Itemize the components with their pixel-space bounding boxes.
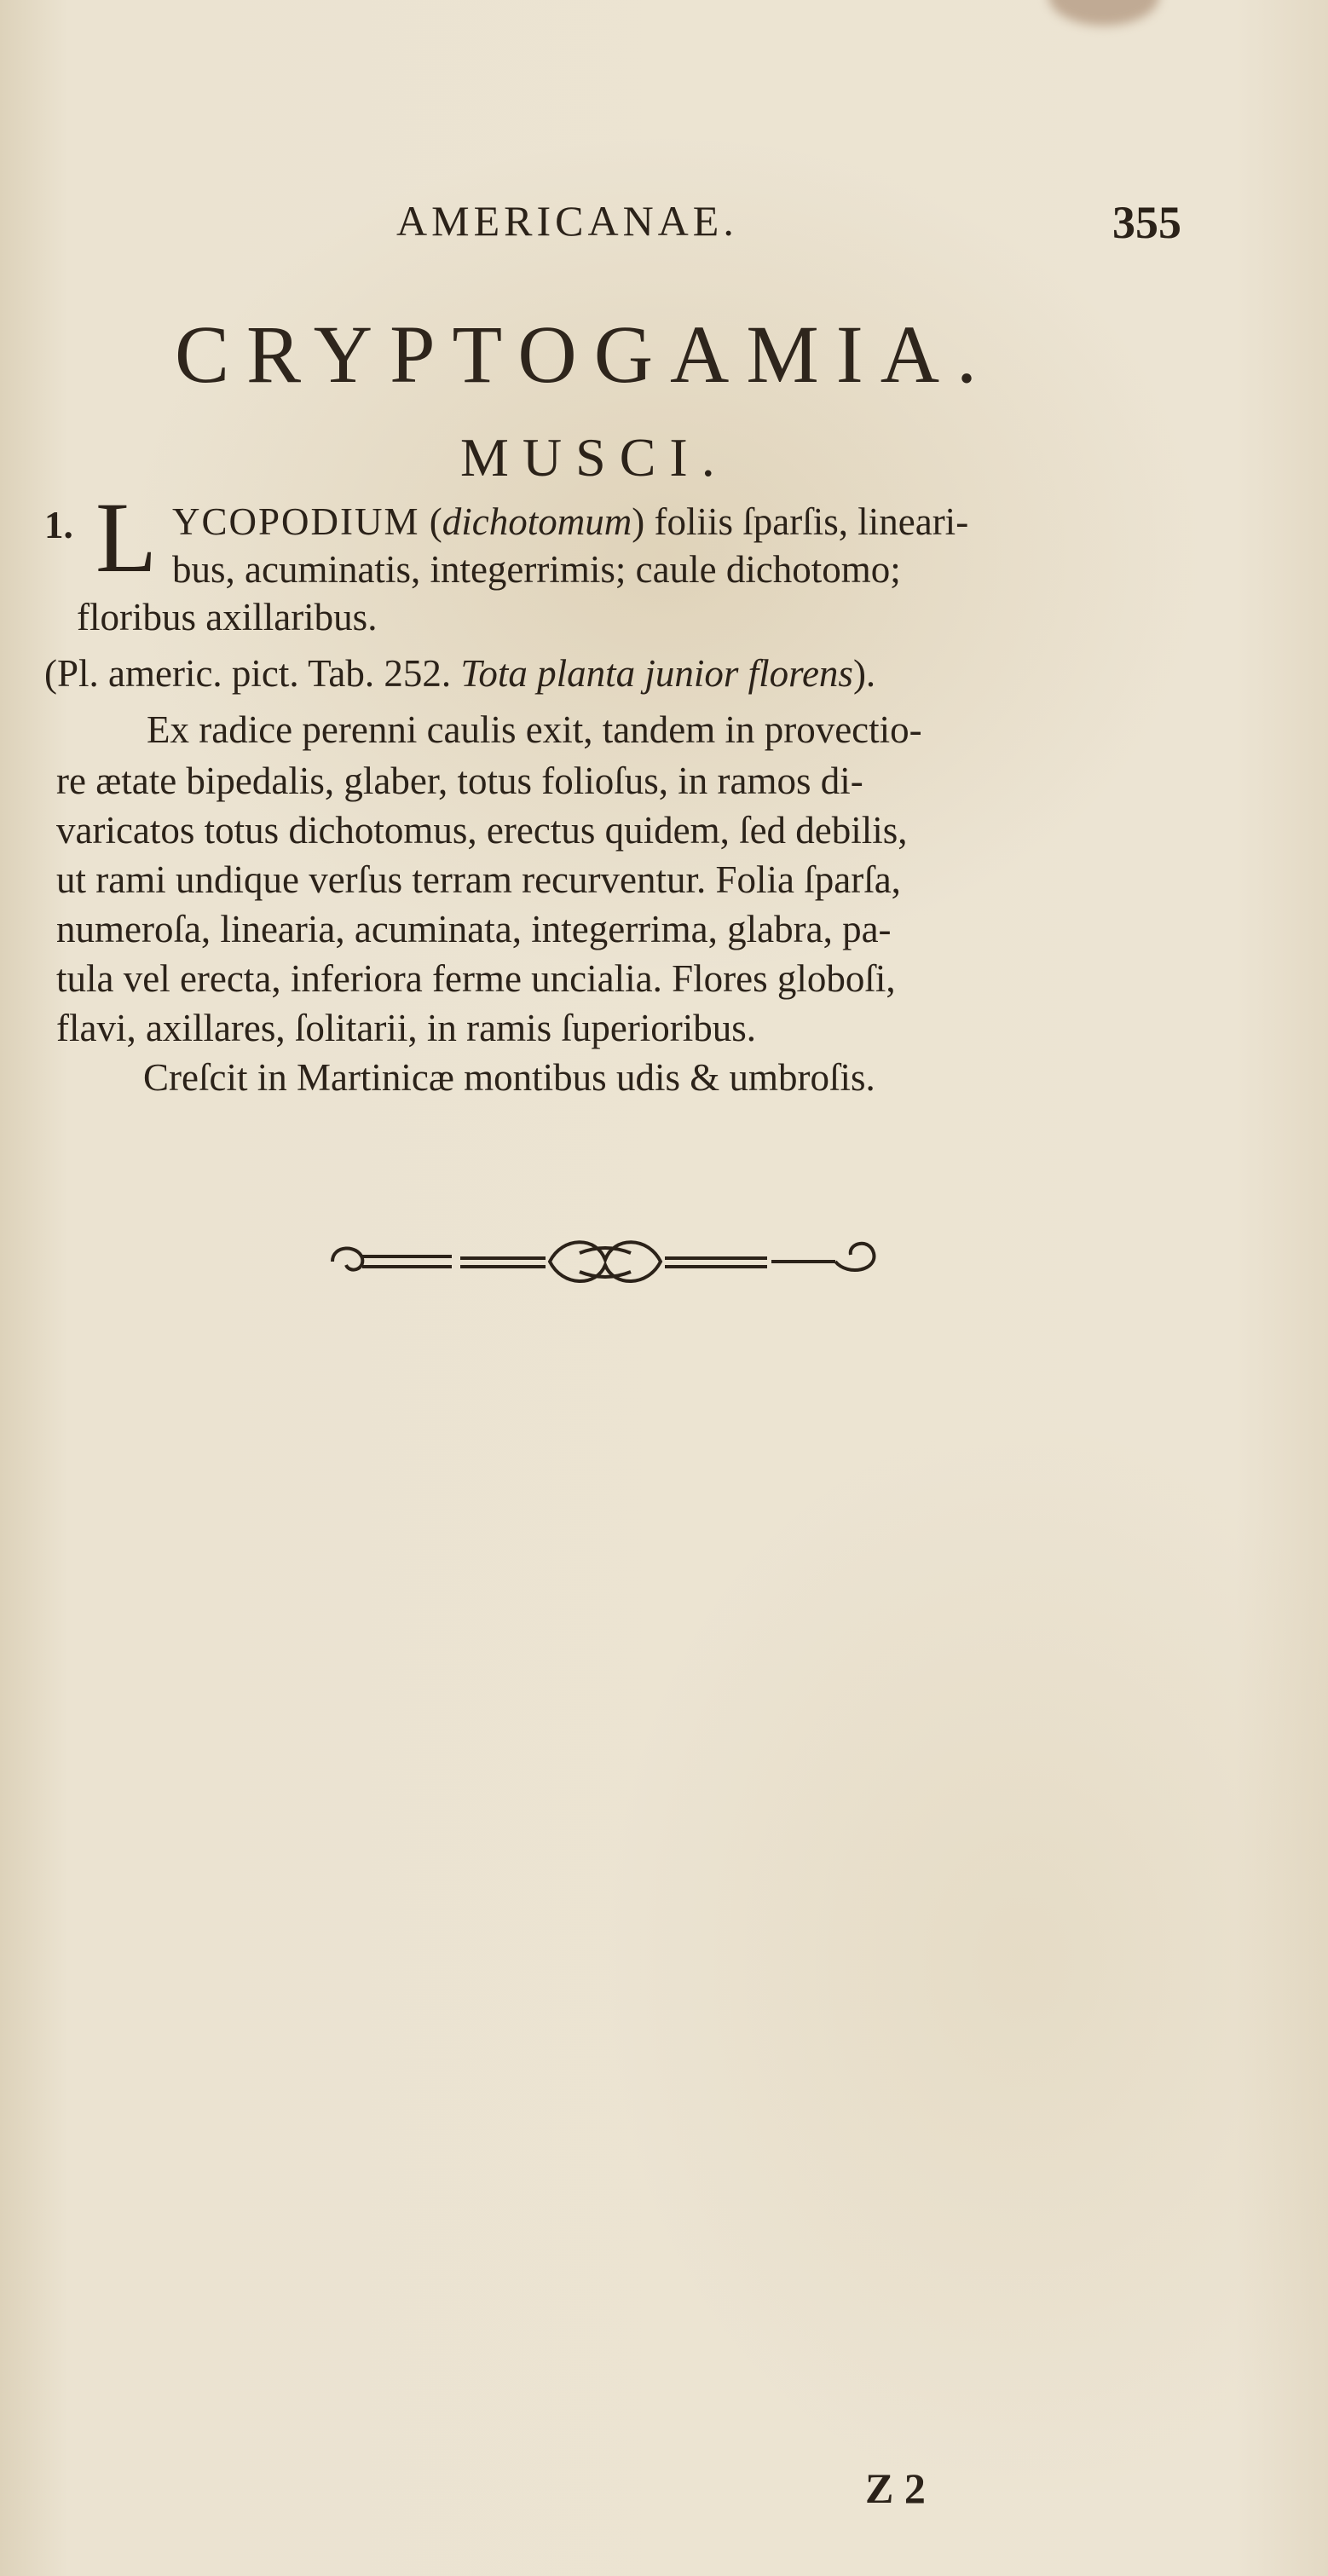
subsection-title: MUSCI. bbox=[460, 427, 729, 488]
species-epithet: dichotomum bbox=[442, 500, 632, 543]
drop-capital: L bbox=[95, 482, 158, 593]
description-line: re ætate bipedalis, glaber, totus folioſus, in ramos di- bbox=[56, 760, 863, 802]
reference-italic: Tota planta junior florens bbox=[460, 652, 853, 695]
running-title: AMERICANAE. bbox=[396, 197, 738, 245]
habitat-line: Creſcit in Martinicæ montibus udis & umbroſis. bbox=[143, 1056, 875, 1099]
description-line: flavi, axillares, ſolitarii, in ramis ſuperioribus. bbox=[56, 1007, 757, 1049]
entry-number: 1. bbox=[44, 504, 73, 546]
entry-line-1 bbox=[172, 500, 968, 544]
description-line: Ex radice perenni caulis exit, tandem in provectio- bbox=[147, 708, 922, 751]
description-line: ut rami undique verſus terram recurventur. Folia ſparſa, bbox=[56, 858, 901, 901]
plate-reference bbox=[44, 651, 875, 696]
tailpiece-ornament-icon bbox=[324, 1227, 886, 1296]
epithet-close-paren: ) bbox=[632, 500, 645, 543]
entry-line-2: bus, acuminatis, integerrimis; caule dichotomo; bbox=[172, 548, 901, 591]
diagnosis-start: foliis ſparſis, lineari- bbox=[654, 500, 969, 543]
description-line: varicatos totus dichotomus, erectus quidem, ſed debilis, bbox=[56, 809, 908, 852]
genus-name: YCOPODIUM bbox=[172, 500, 420, 543]
entry-line-3: floribus axillaribus. bbox=[77, 596, 378, 638]
section-title: CRYPTOGAMIA. bbox=[175, 309, 995, 400]
reference-close: ). bbox=[852, 652, 876, 695]
description-line: numeroſa, linearia, acuminata, integerrima, glabra, pa- bbox=[56, 908, 892, 950]
description-line: tula vel erecta, inferiora ferme uncialia. Flores globoſi, bbox=[56, 957, 896, 1000]
page-number: 355 bbox=[1112, 197, 1181, 248]
ink-stain bbox=[1048, 0, 1159, 26]
running-head bbox=[0, 196, 1328, 256]
signature-mark: Z 2 bbox=[865, 2464, 926, 2512]
reference-text: (Pl. americ. pict. Tab. 252. bbox=[44, 652, 452, 695]
epithet-open-paren: ( bbox=[429, 500, 442, 543]
